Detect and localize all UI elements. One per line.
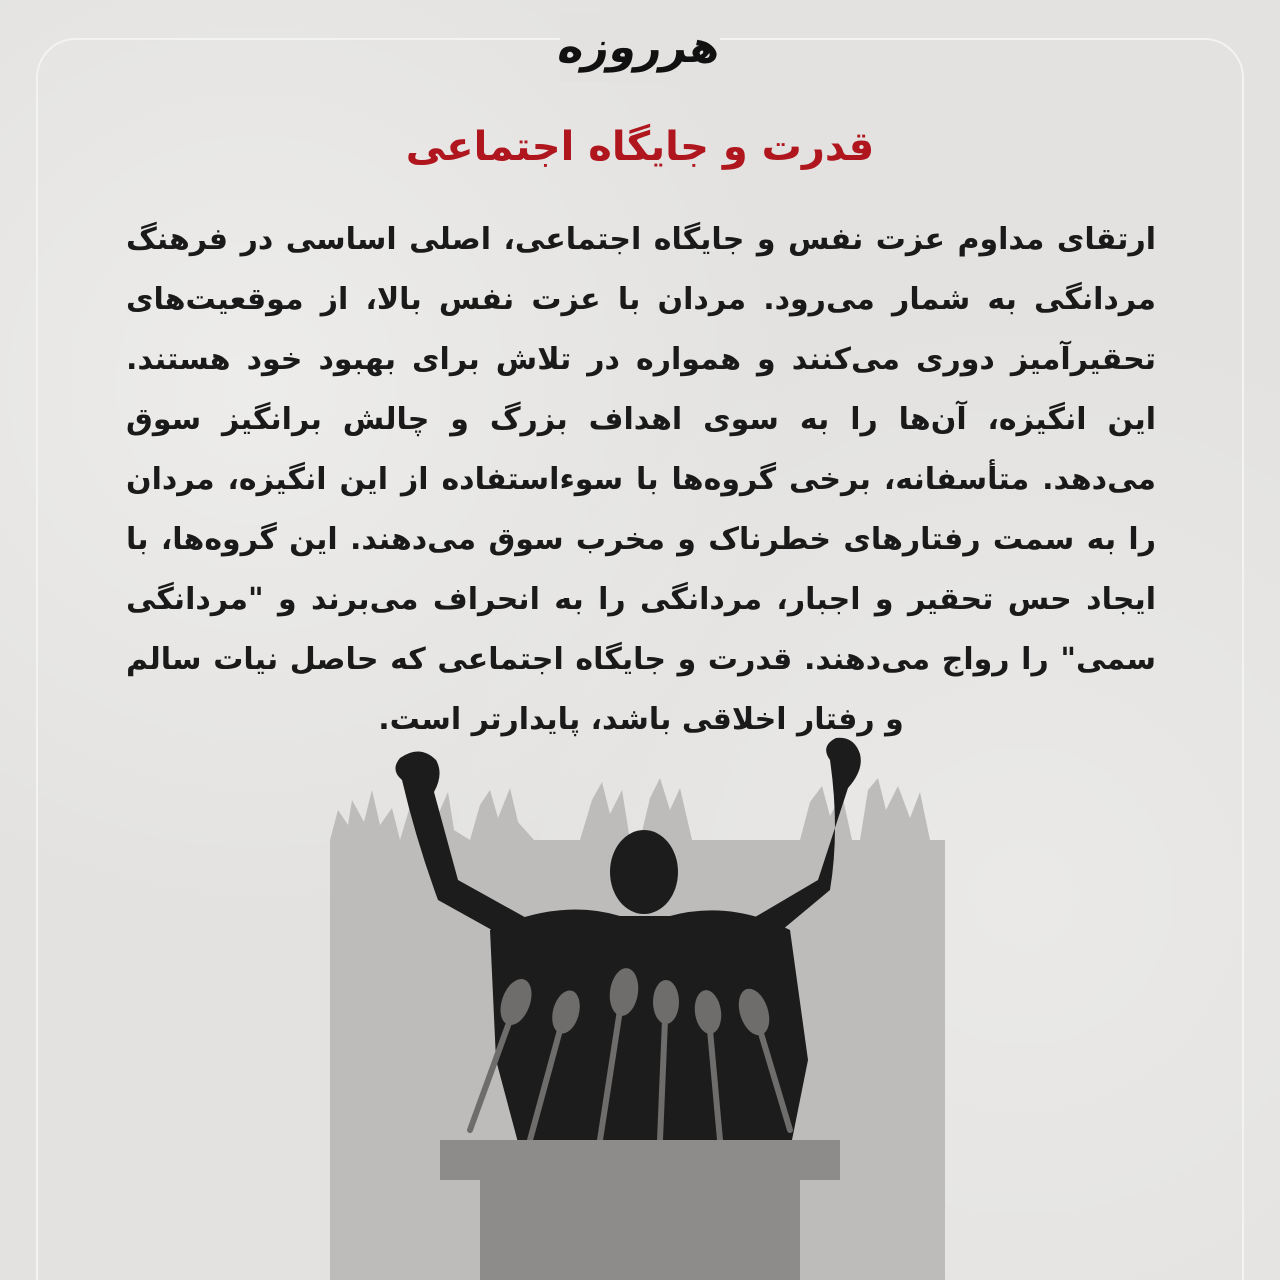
podium	[440, 1140, 840, 1280]
brand-logo	[553, 12, 727, 82]
brand-logo-text: هرروزه	[553, 21, 727, 73]
article-body: ارتقای مداوم عزت نفس و جایگاه اجتماعی، اصلی اساسی در فرهنگ مردانگی به شمار می‌رود. مردان با عزت نفس بالا، از موقعیت‌های تحقیرآمیز دوری می‌کنند و همواره در تلاش برای بهبود خود هستند. این انگیزه، آن‌ها را به سوی اهداف بزرگ و چالش برانگیز سوق می‌دهد. متأسفانه، برخی گروه‌ها با سوءاستفاده از این انگیزه، مردان را به سمت رفتارهای خطرناک و مخرب سوق می‌دهند. این گروه‌ها، با ایجاد حس تحقیر و اجبار، مردانگی را به انحراف می‌برند و "مردانگی سمی" را رواج می‌دهند. قدرت و جایگاه اجتماعی که حاصل نیات سالم و رفتار اخلاقی باشد، پایدارتر است.	[126, 222, 1156, 737]
speaker-at-podium-illustration	[320, 730, 960, 1280]
page-title: قدرت و جایگاه اجتماعی	[405, 124, 875, 170]
